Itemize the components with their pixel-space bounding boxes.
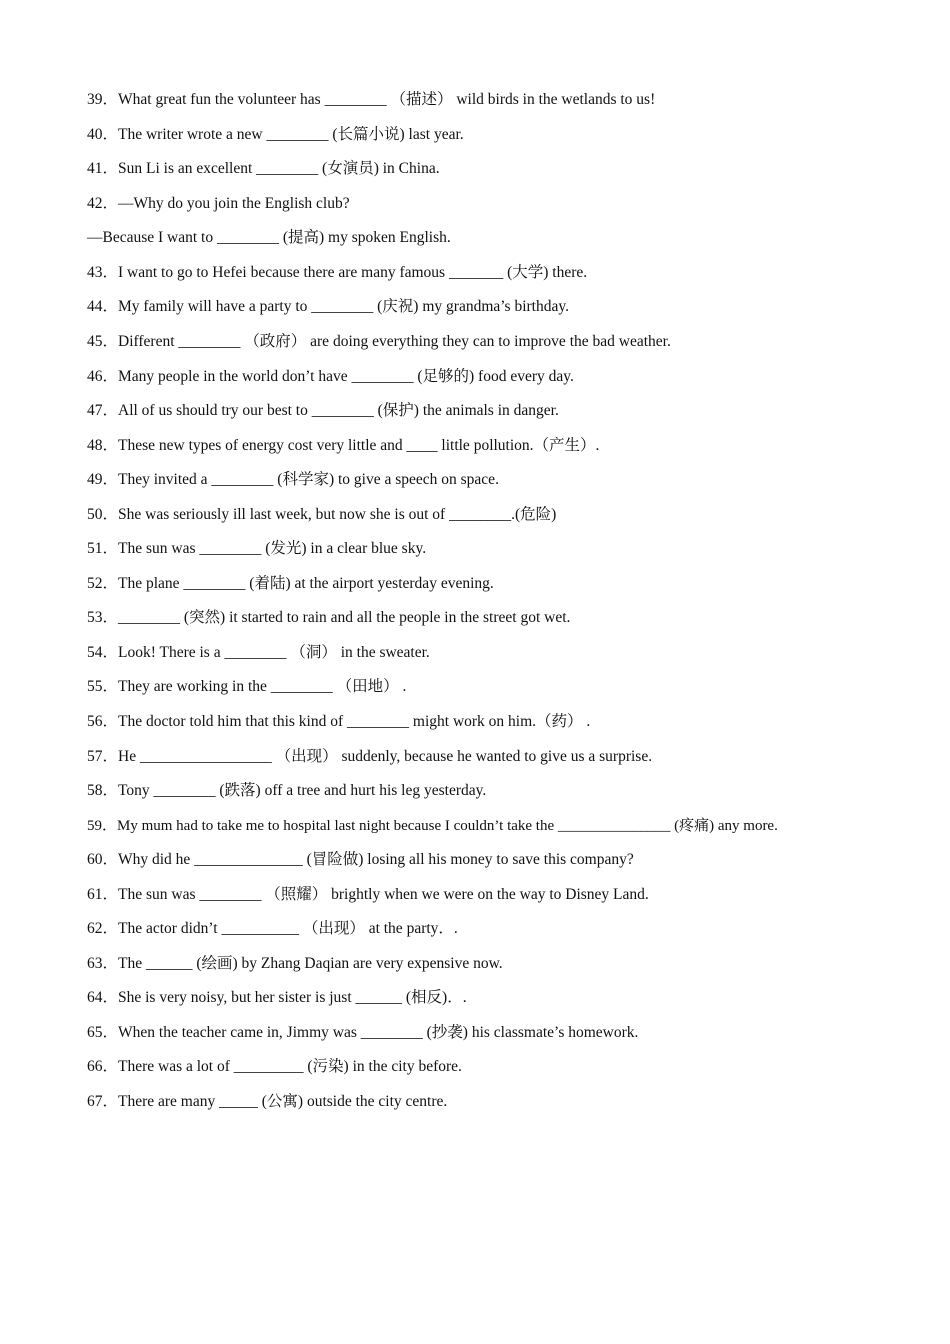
question-44: 44．My family will have a party to ________ (庆祝) my grandma’s birthday. <box>87 298 569 315</box>
question-45: 45．Different ________ （政府） are doing everything they can to improve the bad weather. <box>87 333 671 350</box>
question-66: 66．There was a lot of _________ (污染) in the city before. <box>87 1058 462 1075</box>
question-42-answer-line: —Because I want to ________ (提高) my spoken English. <box>87 229 451 246</box>
question-40: 40．The writer wrote a new ________ (长篇小说) last year. <box>87 126 464 143</box>
question-51: 51．The sun was ________ (发光) in a clear blue sky. <box>87 540 427 557</box>
question-62: 62．The actor didn’t __________ （出现） at the party．. <box>87 920 458 937</box>
question-61: 61．The sun was ________ （照耀） brightly when we were on the way to Disney Land. <box>87 886 649 903</box>
question-39: 39．What great fun the volunteer has ________ （描述） wild birds in the wetlands to us! <box>87 91 656 108</box>
question-50: 50．She was seriously ill last week, but now she is out of ________.(危险) <box>87 506 557 523</box>
question-64: 64．She is very noisy, but her sister is just ______ (相反)．. <box>87 989 467 1006</box>
question-55: 55．They are working in the ________ （田地） . <box>87 678 407 695</box>
question-47: 47．All of us should try our best to ________ (保护) the animals in danger. <box>87 402 559 419</box>
question-53: 53．________ (突然) it started to rain and all the people in the street got wet. <box>87 609 571 626</box>
question-59: 59．My mum had to take me to hospital last night because I couldn’t take the _______________ (疼痛) any more. <box>87 818 778 834</box>
question-60: 60．Why did he ______________ (冒险做) losing all his money to save this company? <box>87 851 634 868</box>
question-57: 57．He _________________ （出现） suddenly, because he wanted to give us a surprise. <box>87 748 653 765</box>
question-48: 48．These new types of energy cost very little and ____ little pollution.（产生）. <box>87 437 600 454</box>
question-41: 41．Sun Li is an excellent ________ (女演员) in China. <box>87 160 440 177</box>
question-58: 58．Tony ________ (跌落) off a tree and hurt his leg yesterday. <box>87 782 487 799</box>
question-65: 65．When the teacher came in, Jimmy was ________ (抄袭) his classmate’s homework. <box>87 1024 639 1041</box>
question-67: 67．There are many _____ (公寓) outside the city centre. <box>87 1093 448 1110</box>
question-52: 52．The plane ________ (着陆) at the airport yesterday evening. <box>87 575 494 592</box>
question-56: 56．The doctor told him that this kind of ________ might work on him.（药） . <box>87 713 591 730</box>
question-49: 49．They invited a ________ (科学家) to give a speech on space. <box>87 471 499 488</box>
question-43: 43．I want to go to Hefei because there are many famous _______ (大学) there. <box>87 264 588 281</box>
question-63: 63．The ______ (绘画) by Zhang Daqian are very expensive now. <box>87 955 503 972</box>
question-54: 54．Look! There is a ________ （洞） in the sweater. <box>87 644 430 661</box>
question-46: 46．Many people in the world don’t have ________ (足够的) food every day. <box>87 368 574 385</box>
question-42: 42．—Why do you join the English club? <box>87 195 350 212</box>
